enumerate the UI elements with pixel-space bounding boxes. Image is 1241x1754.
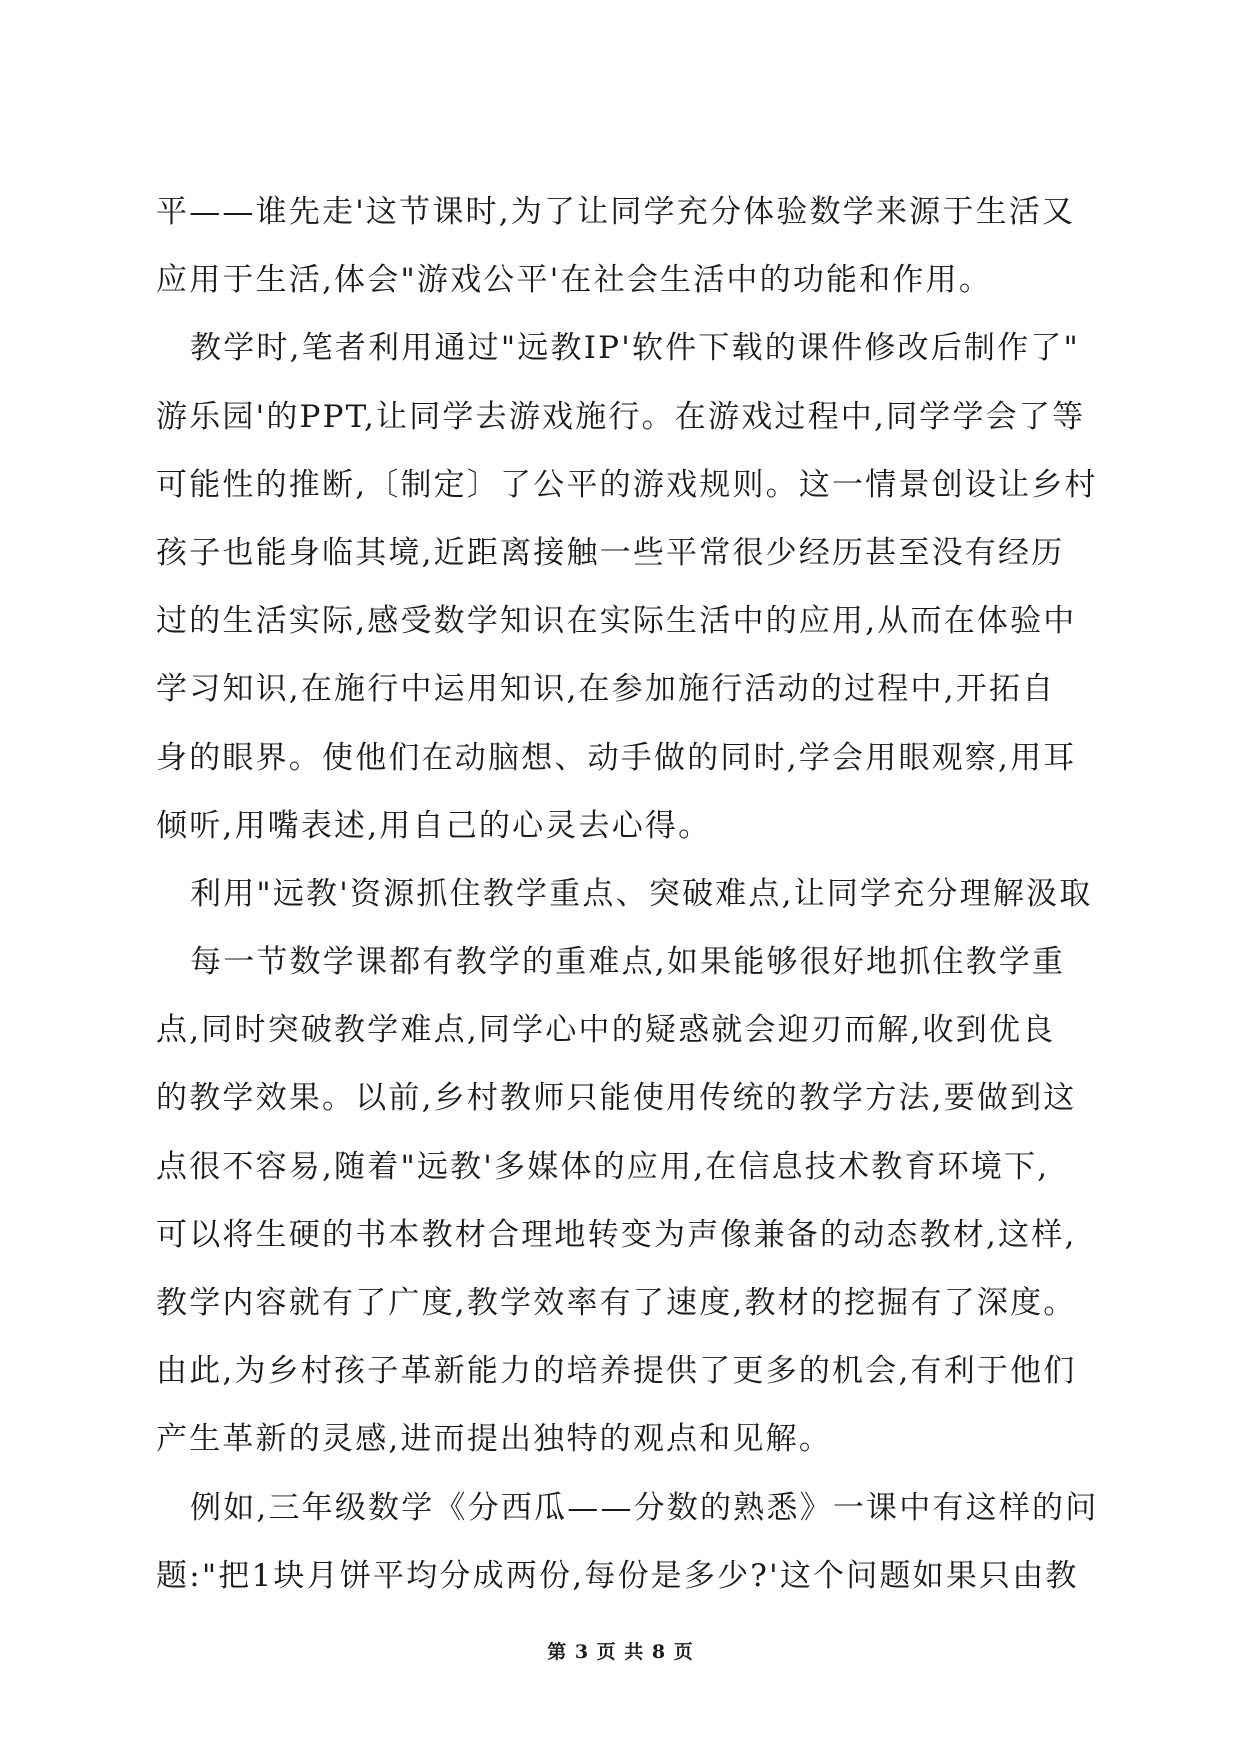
text-line: 过的生活实际,感受数学知识在实际生活中的应用,从而在体验中: [156, 603, 1077, 640]
text-line: 身的眼界。使他们在动脑想、动手做的同时,学会用眼观察,用耳: [156, 739, 1077, 776]
text-line: 可以将生硬的书本教材合理地转变为声像兼备的动态教材,这样,: [156, 1216, 1077, 1253]
text-line: 由此,为乡村孩子革新能力的培养提供了更多的机会,有利于他们: [156, 1353, 1077, 1390]
section-heading-line: 利用"远教'资源抓住教学重点、突破难点,让同学充分理解汲取: [190, 875, 1093, 912]
paragraph-start-line: 教学时,笔者利用通过"远教IP'软件下载的课件修改后制作了": [190, 330, 1080, 367]
text-line: 点很不容易,随着"远教'多媒体的应用,在信息技术教育环境下,: [156, 1148, 1050, 1185]
text-line: 点,同时突破教学难点,同学心中的疑惑就会迎刃而解,收到优良: [156, 1012, 1056, 1049]
page-number-footer: 第 3 页 共 8 页: [547, 1641, 694, 1663]
text-line: 教学内容就有了广度,教学效率有了速度,教材的挖掘有了深度。: [156, 1285, 1077, 1321]
body-text: [156, 178, 1099, 1610]
text-line: 孩子也能身临其境,近距离接触一些平常很少经历甚至没有经历: [156, 534, 1065, 571]
text-line: 游乐园'的PPT,让同学去游戏施行。在游戏过程中,同学学会了等: [156, 398, 1086, 435]
paragraph-start-line: 每一节数学课都有教学的重难点,如果能够很好地抓住教学重: [190, 944, 1066, 981]
text-line: 可能性的推断,〔制定〕了公平的游戏规则。这一情景创设让乡村: [156, 466, 1098, 503]
text-line: 倾听,用嘴表述,用自己的心灵去心得。: [156, 807, 712, 844]
text-line: 应用于生活,体会"游戏公平'在社会生活中的功能和作用。: [156, 262, 993, 299]
text-line: 平——谁先走'这节课时,为了让同学充分体验数学来源于生活又: [156, 194, 1076, 230]
text-line: 题:"把1块月饼平均分成两份,每份是多少?'这个问题如果只由教: [156, 1557, 1079, 1594]
text-line: 学习知识,在施行中运用知识,在参加施行活动的过程中,开拓自: [156, 671, 1056, 708]
text-line: 的教学效果。以前,乡村教师只能使用传统的教学方法,要做到这: [156, 1080, 1077, 1117]
paragraph-start-line: 例如,三年级数学《分西瓜——分数的熟悉》一课中有这样的问: [190, 1489, 1099, 1526]
text-line: 产生革新的灵感,进而提出独特的观点和见解。: [156, 1421, 833, 1458]
